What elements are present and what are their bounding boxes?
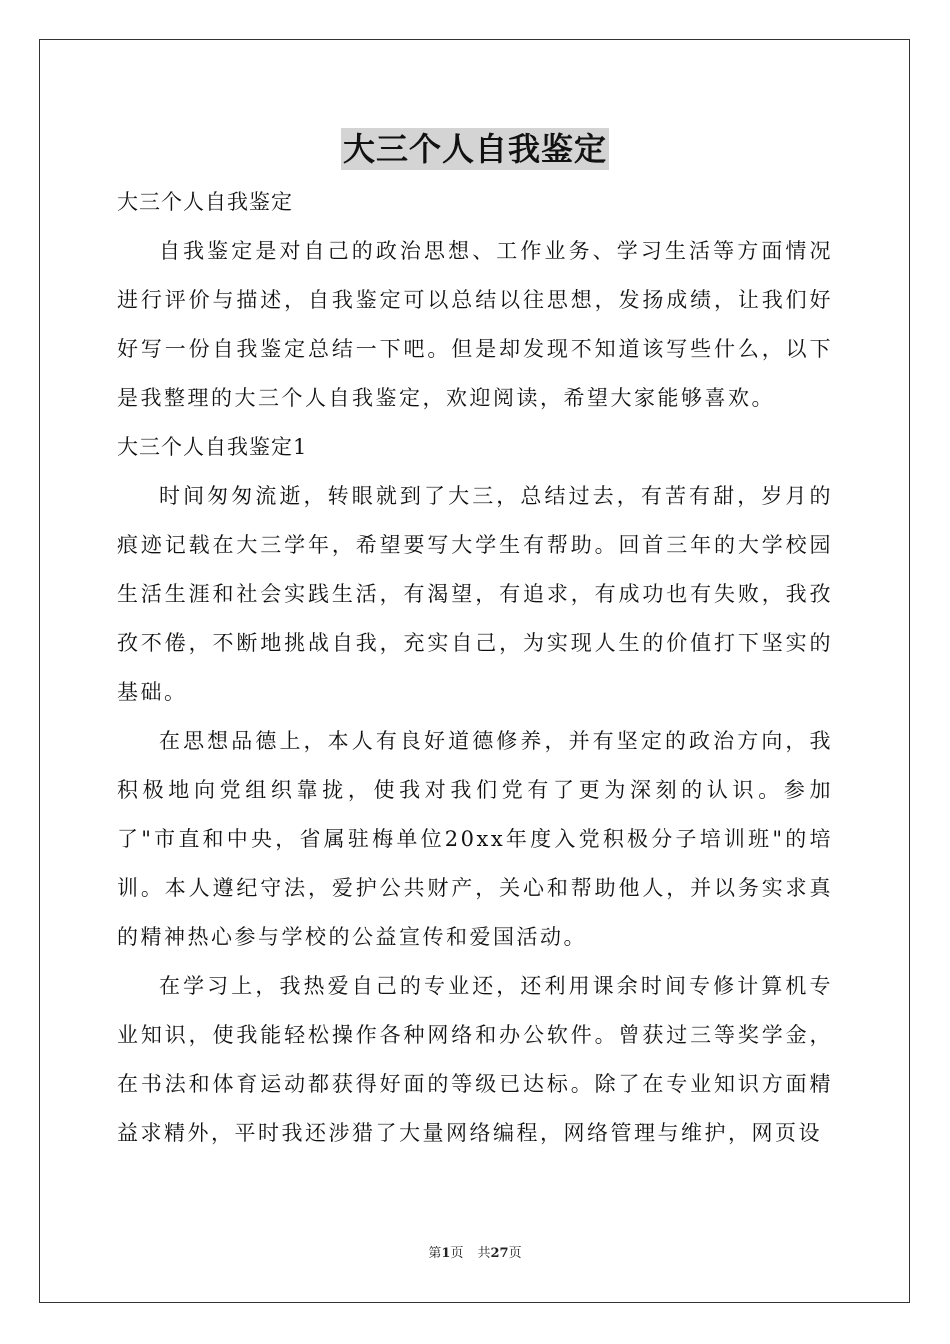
document-title: 大三个人自我鉴定: [342, 130, 607, 168]
total-page-count: 27: [490, 1246, 509, 1261]
page-footer: [0, 1245, 950, 1263]
page-prefix: 第: [428, 1246, 442, 1261]
intro-paragraph: 自我鉴定是对自己的政治思想、工作业务、学习生活等方面情况进行评价与描述，自我鉴定可以总结以往思想，发扬成绩，让我们好好写一份自我鉴定总结一下吧。但是却发现不知道该写些什么，以下是我整理的大三个人自我鉴定，欢迎阅读，希望大家能够喜欢。: [117, 239, 833, 410]
document-body: [117, 178, 833, 1158]
body-paragraph: 时间匆匆流逝，转眼就到了大三，总结过去，有苦有甜，岁月的痕迹记载在大三学年，希望要写大学生有帮助。回首三年的大学校园生活生涯和社会实践生活，有渴望，有追求，有成功也有失败，我孜孜不倦，不断地挑战自我，充实自己，为实现人生的价值打下坚实的基础。: [117, 484, 833, 704]
total-suffix: 页: [508, 1246, 522, 1261]
page-suffix: 页: [450, 1246, 464, 1261]
title-container: [0, 128, 950, 170]
total-prefix: 共: [477, 1246, 491, 1261]
section-heading: 大三个人自我鉴定1: [117, 435, 308, 459]
document-subtitle: 大三个人自我鉴定: [117, 190, 293, 214]
body-paragraph: 在学习上，我热爱自己的专业还，还利用课余时间专修计算机专业知识，使我能轻松操作各种网络和办公软件。曾获过三等奖学金，在书法和体育运动都获得好面的等级已达标。除了在专业知识方面精益求精外，平时我还涉猎了大量网络编程，网络管理与维护，网页设: [117, 974, 833, 1145]
body-paragraph: 在思想品德上，本人有良好道德修养，并有坚定的政治方向，我积极地向党组织靠拢，使我对我们党有了更为深刻的认识。参加了"市直和中央，省属驻梅单位20xx年度入党积极分子培训班"的培训。本人遵纪守法，爱护公共财产，关心和帮助他人，并以务实求真的精神热心参与学校的公益宣传和爱国活动。: [117, 729, 833, 949]
current-page-number: 1: [441, 1246, 451, 1261]
